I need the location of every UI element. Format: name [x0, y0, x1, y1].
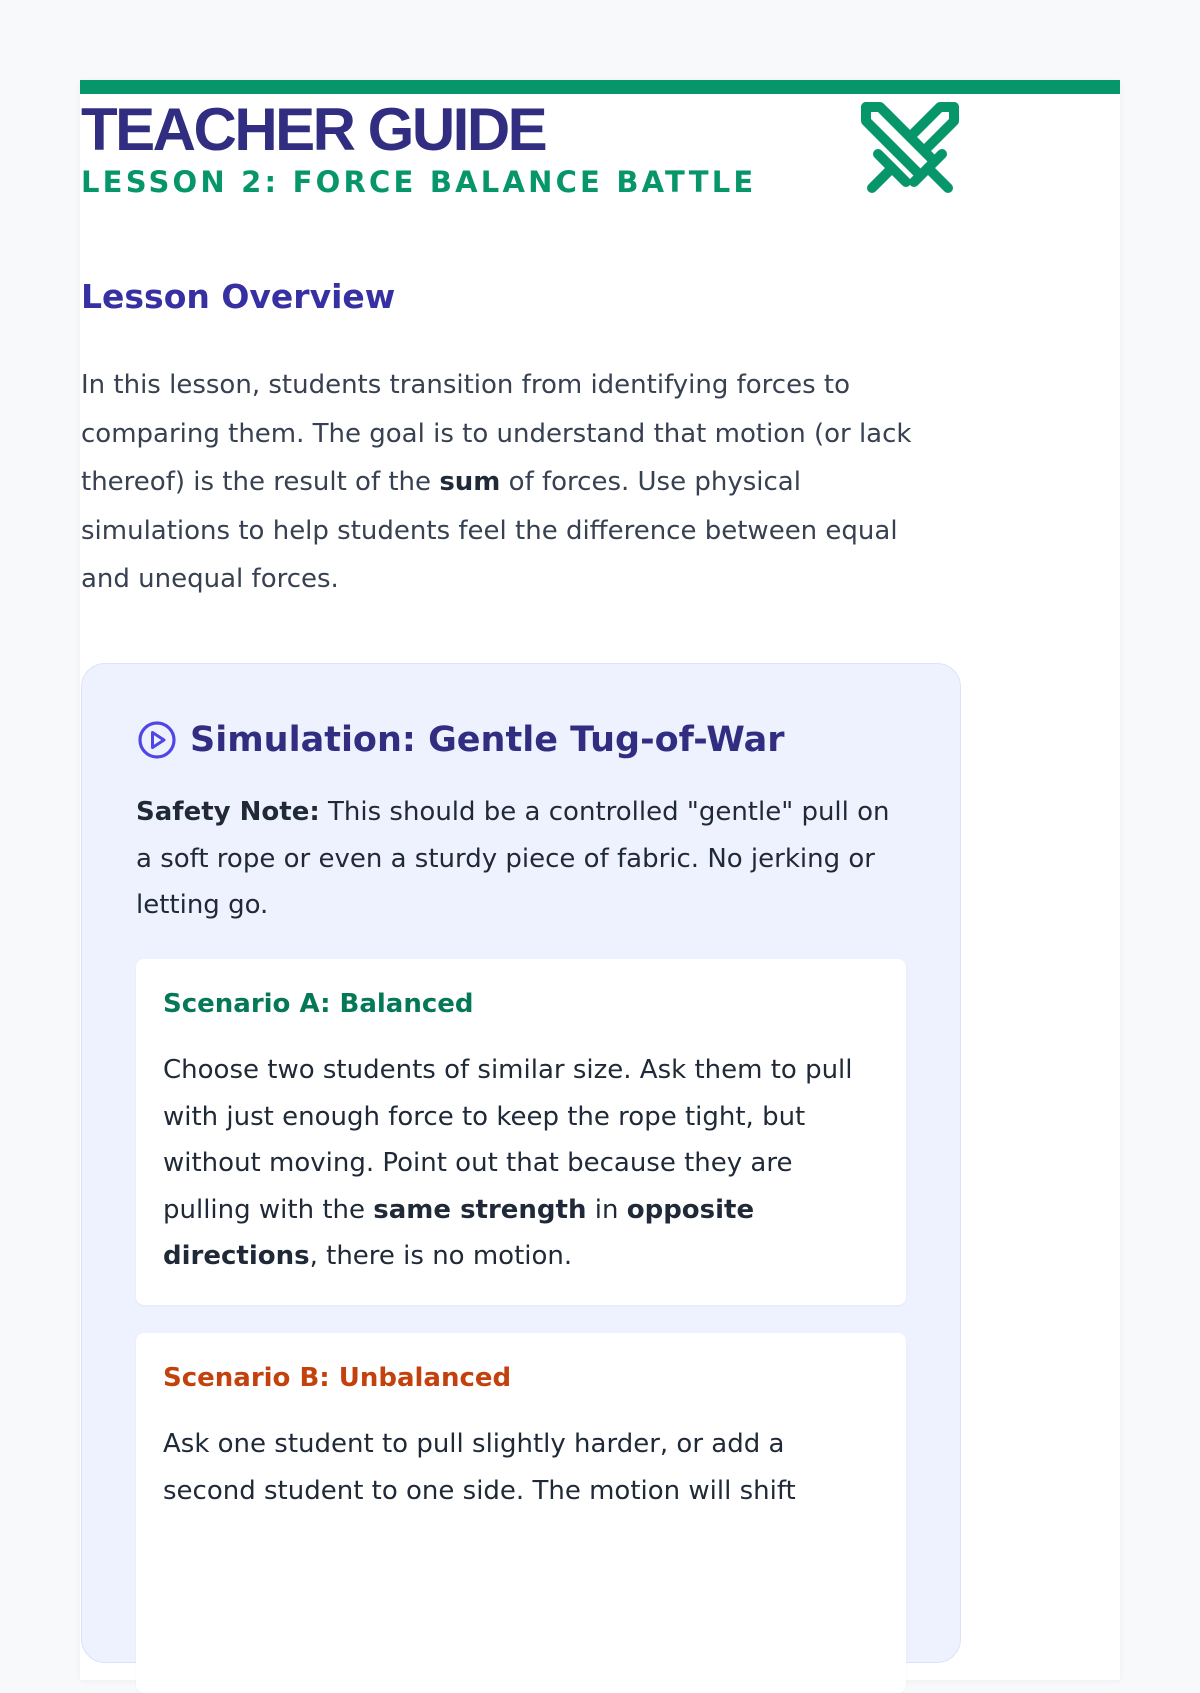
simulation-title: Simulation: Gentle Tug-of-War — [190, 720, 785, 760]
overview-text-end: of forces. Use physical simulations to help students feel the difference between equal and unequal forces. — [81, 467, 898, 594]
lesson-subtitle: LESSON 2: FORCE BALANCE BATTLE — [81, 165, 757, 199]
overview-text-start: In this lesson, students transition from identifying forces to comparing them. The goal is to understand that motion (or lack thereof) is the result of the — [81, 370, 912, 497]
crossed-swords-icon — [860, 100, 960, 200]
scenario-b-text: Ask one student to pull slightly harder, or add a second student to one side. The motion will shift — [163, 1429, 796, 1506]
overview-paragraph — [81, 361, 951, 604]
page-header — [81, 96, 961, 210]
scenario-a-text — [163, 1047, 885, 1280]
scenario-a-text-2: in — [586, 1194, 627, 1225]
page-title: TEACHER GUIDE — [81, 96, 546, 163]
scenario-b-card — [136, 1333, 906, 1693]
safety-label: Safety Note: — [136, 797, 320, 827]
play-circle-icon — [136, 719, 178, 761]
scenario-a-text-1: Choose two students of similar size. Ask them to pull with just enough force to keep the rope tight, but without moving. Point out that because they are pulling with the — [163, 1055, 853, 1225]
scenario-a-bold-2: opposite directions — [163, 1194, 755, 1271]
safety-note — [136, 789, 911, 929]
scenario-a-card — [136, 959, 906, 1305]
overview-heading: Lesson Overview — [81, 277, 396, 316]
overview-text-bold: sum — [439, 467, 501, 497]
scenario-a-text-3: , there is no motion. — [309, 1241, 573, 1271]
scenario-a-bold-1: same strength — [373, 1194, 587, 1225]
simulation-header — [136, 719, 785, 761]
scenario-a-title: Scenario A: Balanced — [163, 989, 474, 1019]
safety-text: This should be a controlled "gentle" pull on a soft rope or even a sturdy piece of fabric. No jerking or letting go. — [136, 797, 890, 920]
simulation-box — [81, 663, 961, 1663]
scenario-b-title: Scenario B: Unbalanced — [163, 1363, 512, 1393]
